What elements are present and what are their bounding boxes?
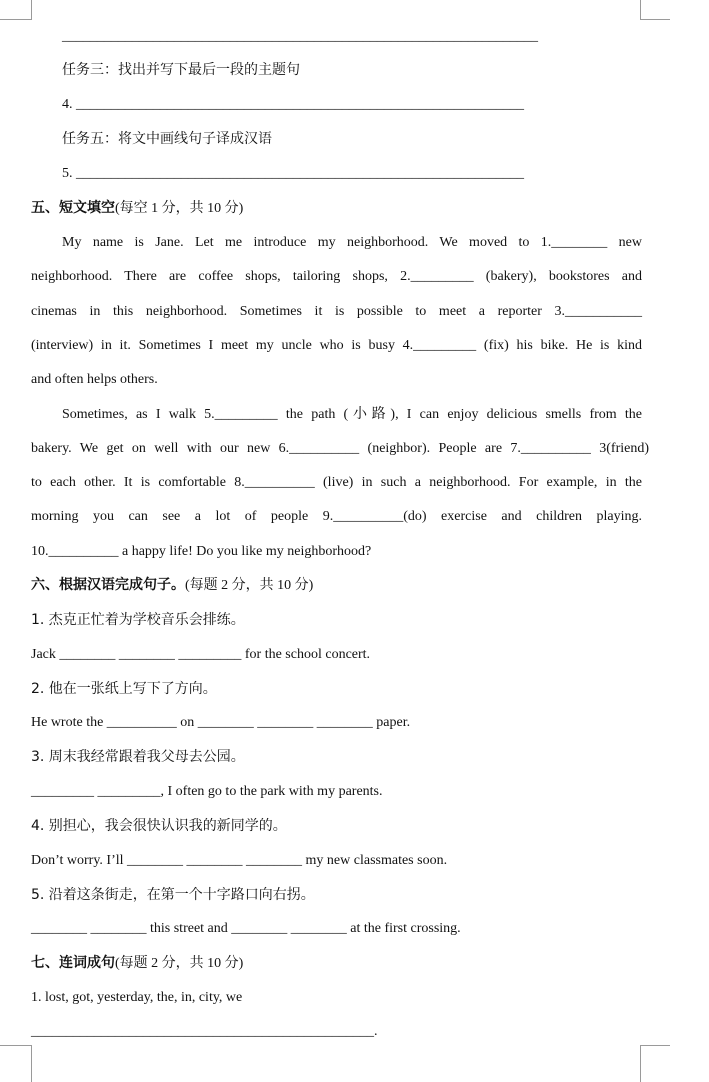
section5-title: 五、短文填空 xyxy=(31,200,115,216)
passage-line-9: morning you can see a lot of people 9.__________(do) exercise and children playing. xyxy=(31,509,642,524)
passage-line-7: bakery. We get on well with our new 6.__________ (neighbor). People are 7.__________ 3(friend) xyxy=(31,441,649,456)
crop-mark-top-right xyxy=(640,0,641,20)
question-6-2-prompt: 2. 他在一张纸上写下了方向。 xyxy=(31,681,217,697)
section7-heading xyxy=(31,954,709,973)
section6-title: 六、根据汉语完成句子。 xyxy=(31,577,185,593)
question-6-5-prompt: 5. 沿着这条街走，在第一个十字路口向右拐。 xyxy=(31,887,315,903)
crop-mark-top-left-h xyxy=(0,19,32,20)
answer-line-top[interactable]: ____________________________________________________________________ xyxy=(62,29,538,44)
question-6-3-answer[interactable]: _________ _________, I often go to the park with my parents. xyxy=(31,784,383,799)
section5-points: (每空 1 分，共 10 分) xyxy=(115,201,244,216)
crop-mark-bottom-right-h xyxy=(640,1045,670,1046)
crop-mark-bottom-left-h xyxy=(0,1045,32,1046)
question-6-3-prompt: 3. 周末我经常跟着我父母去公园。 xyxy=(31,749,245,765)
question-6-1-answer[interactable]: Jack ________ ________ _________ for the school concert. xyxy=(31,647,371,662)
question-7-1-words: 1. lost, got, yesterday, the, in, city, we xyxy=(31,990,243,1005)
task5-instruction: 任务五：将文中画线句子译成汉语 xyxy=(62,131,272,147)
section6-heading xyxy=(31,576,709,595)
section5-heading xyxy=(31,199,709,218)
passage-line-5: and often helps others. xyxy=(31,372,158,387)
passage-line-10: 10.__________ a happy life! Do you like my neighborhood? xyxy=(31,544,372,559)
section7-points: (每题 2 分，共 10 分) xyxy=(115,956,244,971)
crop-mark-top-right-h xyxy=(640,19,670,20)
passage-line-4: (interview) in it. Sometimes I meet my uncle who is busy 4._________ (fix) his bike. He is kind xyxy=(31,338,642,353)
question-6-5-answer[interactable]: ________ ________ this street and ________ ________ at the first crossing. xyxy=(31,921,461,936)
question-6-2-answer[interactable]: He wrote the __________ on ________ ________ ________ paper. xyxy=(31,715,411,730)
section7-title: 七、连词成句 xyxy=(31,955,115,971)
task3-instruction: 任务三：找出并写下最后一段的主题句 xyxy=(62,62,300,78)
crop-mark-bottom-left xyxy=(31,1045,32,1082)
passage-line-2: neighborhood. There are coffee shops, tailoring shops, 2._________ (bakery), bookstores and xyxy=(31,269,642,284)
question-6-4-prompt: 4. 别担心，我会很快认识我的新同学的。 xyxy=(31,818,287,834)
passage-line-1: My name is Jane. Let me introduce my neighborhood. We moved to 1.________ new xyxy=(62,235,642,250)
crop-mark-bottom-right xyxy=(640,1045,641,1082)
task3-answer-line[interactable]: 4. ________________________________________________________________ xyxy=(62,97,524,112)
task5-answer-line[interactable]: 5. ________________________________________________________________ xyxy=(62,166,524,181)
passage-line-3: cinemas in this neighborhood. Sometimes it is possible to meet a reporter 3.___________ xyxy=(31,304,642,319)
passage-line-8: to each other. It is comfortable 8.__________ (live) in such a neighborhood. For example, in the xyxy=(31,475,642,490)
section6-points: (每题 2 分，共 10 分) xyxy=(185,578,314,593)
passage-line-6: Sometimes, as I walk 5._________ the path (小路), I can enjoy delicious smells from the xyxy=(62,407,642,422)
crop-mark-top-left xyxy=(31,0,32,20)
question-7-1-answer-line[interactable]: _________________________________________________. xyxy=(31,1024,378,1039)
question-6-4-answer[interactable]: Don’t worry. I’ll ________ ________ ________ my new classmates soon. xyxy=(31,853,448,868)
question-6-1-prompt: 1. 杰克正忙着为学校音乐会排练。 xyxy=(31,612,245,628)
